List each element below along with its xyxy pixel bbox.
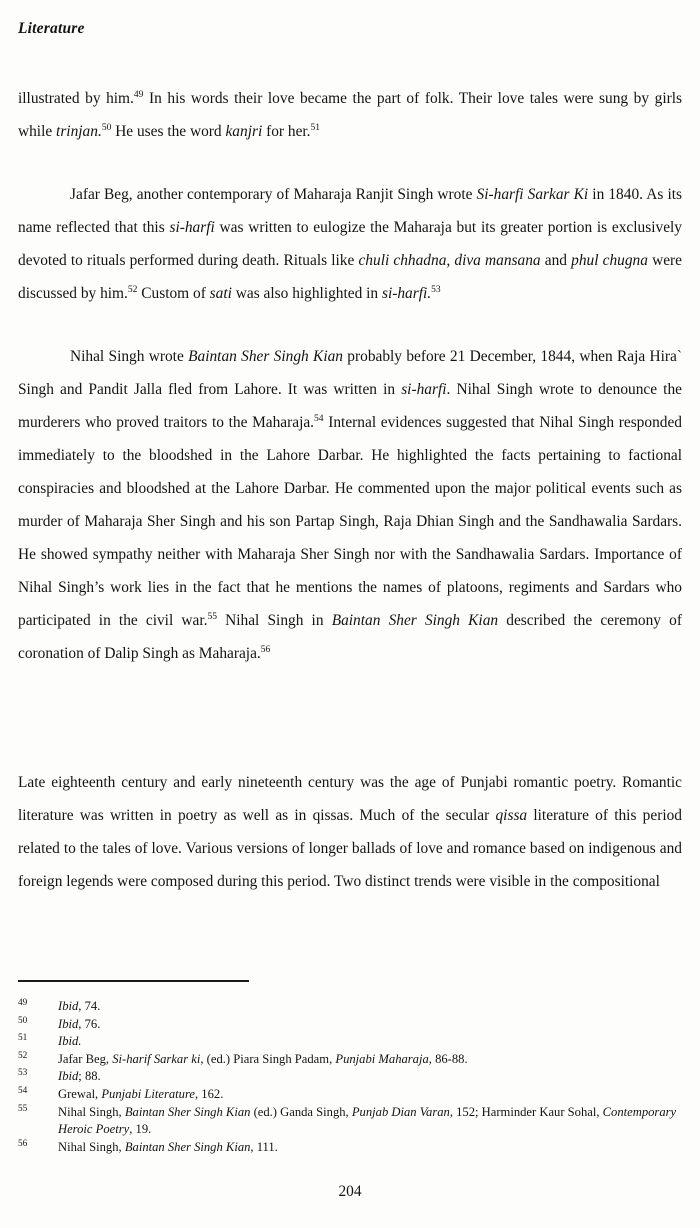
- text-run: (ed.) Ganda Singh,: [250, 1104, 352, 1119]
- footnote-entry: [18, 998, 682, 1016]
- text-run: was also highlighted in: [231, 285, 382, 302]
- text-run: Nihal Singh wrote: [70, 348, 189, 365]
- footnote-number: 54: [18, 1085, 28, 1096]
- italic-text: qissa: [495, 807, 528, 824]
- page-number: 204: [338, 1183, 362, 1200]
- italic-text: si-harfi: [169, 219, 215, 236]
- text-run: were discussed by him.: [18, 252, 682, 302]
- footnote-entry: [18, 1104, 682, 1139]
- italic-text: phul chugna: [571, 252, 648, 269]
- footnote-text: [58, 1087, 223, 1101]
- footnote-reference-marker: 54: [314, 412, 324, 424]
- text-run: , 86-88.: [428, 1051, 468, 1066]
- footnote-text: [58, 1034, 81, 1048]
- footnotes-block: [18, 998, 682, 1156]
- italic-text: Baintan Sher Singh Kian: [331, 612, 499, 629]
- text-run: 111.: [253, 1139, 278, 1154]
- text-run: Late eighteenth century and early nineteenth century was the age of Punjabi romantic poetry. Romantic literature was written in poetry as well as in qissas. Much of the secular: [18, 774, 682, 824]
- body-text-block: [18, 82, 682, 898]
- footnote-entry: [18, 1086, 682, 1104]
- text-run: and: [540, 252, 572, 269]
- text-run: , 74.: [78, 999, 101, 1013]
- text-run: described the ceremony of coronation of Dalip Singh as Maharaja.: [18, 612, 682, 662]
- text-run: . Nihal Singh wrote to denounce the murderers who proved traitors to the Maharaja.: [18, 381, 682, 431]
- footnote-reference-marker: 53: [431, 283, 441, 295]
- italic-text: Baintan Sher Singh Kian: [188, 348, 343, 365]
- text-run: He uses the word: [111, 123, 226, 140]
- running-head: Literature: [18, 20, 85, 37]
- footnote-separator-rule: [18, 980, 249, 982]
- italic-text: Punjab Dian Varan: [351, 1104, 450, 1119]
- italic-text: sati: [209, 285, 232, 302]
- body-paragraph: [18, 340, 682, 670]
- italic-text: Ibid.: [58, 1034, 82, 1049]
- footnote-number: 50: [18, 1015, 28, 1026]
- text-run: , 76.: [78, 1016, 101, 1031]
- text-run: ; 88.: [78, 1069, 101, 1084]
- footnote-text: [58, 1017, 100, 1031]
- italic-text: trinjan.: [56, 123, 102, 140]
- footnote-number: 56: [18, 1138, 28, 1149]
- italic-text: chuli chhadna, diva mansana: [358, 252, 541, 269]
- footnote-entry: [18, 1033, 682, 1051]
- italic-text: Ibid: [58, 999, 79, 1013]
- italic-text: Baintan Sher Singh Kian,: [124, 1139, 254, 1154]
- footnote-reference-marker: 56: [260, 643, 271, 655]
- text-run: Nihal Singh,: [58, 1104, 125, 1119]
- italic-text: si-harfi: [401, 381, 447, 398]
- italic-text: Ibid: [58, 1069, 79, 1084]
- text-run: , 152; Harminder Kaur Sohal,: [449, 1104, 603, 1119]
- footnote-entry: [18, 1051, 682, 1069]
- footnote-text: [58, 1140, 278, 1154]
- footnote-reference-marker: 50: [101, 121, 112, 133]
- text-run: for her.: [262, 123, 311, 140]
- footnote-text: [58, 1069, 101, 1083]
- footnote-number: 52: [18, 1050, 28, 1061]
- body-paragraph: [18, 82, 682, 148]
- footnote-text: [58, 1052, 468, 1066]
- footnote-entry: [18, 1016, 682, 1034]
- footnote-reference-marker: 51: [310, 121, 321, 133]
- text-run: Grewal,: [58, 1086, 102, 1101]
- italic-text: Punjabi Literature: [101, 1086, 195, 1101]
- text-run: Custom of: [137, 285, 210, 302]
- text-run: probably before 21 December, 1844, when Raja Hira` Singh and Pandit Jalla fled from Lahore. It was written in: [18, 348, 682, 398]
- italic-text: kanjri: [225, 123, 263, 140]
- footnote-text: [58, 1105, 676, 1137]
- footnote-reference-marker: 55: [207, 610, 217, 622]
- text-run: was written to eulogize the Maharaja but its greater portion is exclusively devoted to rituals performed during death. Rituals like: [18, 219, 683, 269]
- footnote-entry: [18, 1139, 682, 1157]
- footnote-text: [58, 999, 100, 1013]
- text-run: Internal evidences suggested that Nihal Singh responded immediately to the bloodshed in the Lahore Darbar. He highlighted the facts pertaining to factional conspiracies and bloodshed at the Lahore Darbar. He commented upon the major political events such as murder of Maharaja Sher Singh and his son Partap Singh, Raja Dhian Singh and the Sandhawalia Sardars. He showed sympathy neither with Maharaja Sher Singh nor with the Sandhawalia Sardars. Importance of Nihal Singh’s work lies in the fact that he mentions the names of platoons, regiments and Sardars who participated in the civil war.: [18, 414, 682, 629]
- text-run: literature of this period related to the tales of love. Various versions of longer ballads of love and romance based on indigenous and foreign legends were composed during this period. Two distinct trends were visible in the compositional: [18, 807, 682, 890]
- text-run: in 1840. As its name reflected that this: [18, 186, 682, 236]
- footnote-number: 51: [18, 1033, 28, 1044]
- italic-text: Si-harfi Sarkar Ki: [476, 186, 589, 203]
- text-run: Nihal Singh in: [216, 612, 332, 629]
- italic-text: Si-harif Sarkar ki: [112, 1051, 201, 1066]
- italic-text: Baintan Sher Singh Kian: [124, 1104, 251, 1119]
- italic-text: Contemporary Heroic Poetry: [58, 1104, 677, 1137]
- text-run: , 19.: [129, 1122, 152, 1137]
- footnote-reference-marker: 49: [133, 88, 144, 100]
- footnote-number: 55: [18, 1103, 28, 1114]
- footnote-number: 53: [18, 1068, 28, 1079]
- italic-text: Punjabi Maharaja: [335, 1051, 429, 1066]
- body-paragraph: [18, 766, 682, 898]
- footnote-entry: [18, 1068, 682, 1086]
- footnote-number: 49: [18, 998, 28, 1008]
- text-run: , (ed.) Piara Singh Padam,: [200, 1051, 336, 1066]
- text-run: Jafar Beg, another contemporary of Maharaja Ranjit Singh wrote: [70, 186, 477, 203]
- text-run: In his words their love became the part of folk. Their love tales were sung by girls while: [18, 90, 682, 140]
- footnote-reference-marker: 52: [127, 283, 138, 295]
- body-paragraph: [18, 178, 682, 310]
- text-run: , 162.: [195, 1086, 224, 1101]
- text-run: illustrated by him.: [18, 90, 134, 107]
- italic-text: si-harfi.: [381, 285, 432, 302]
- italic-text: Ibid: [58, 1016, 79, 1031]
- text-run: Nihal Singh,: [58, 1139, 125, 1154]
- text-run: Jafar Beg,: [58, 1051, 113, 1066]
